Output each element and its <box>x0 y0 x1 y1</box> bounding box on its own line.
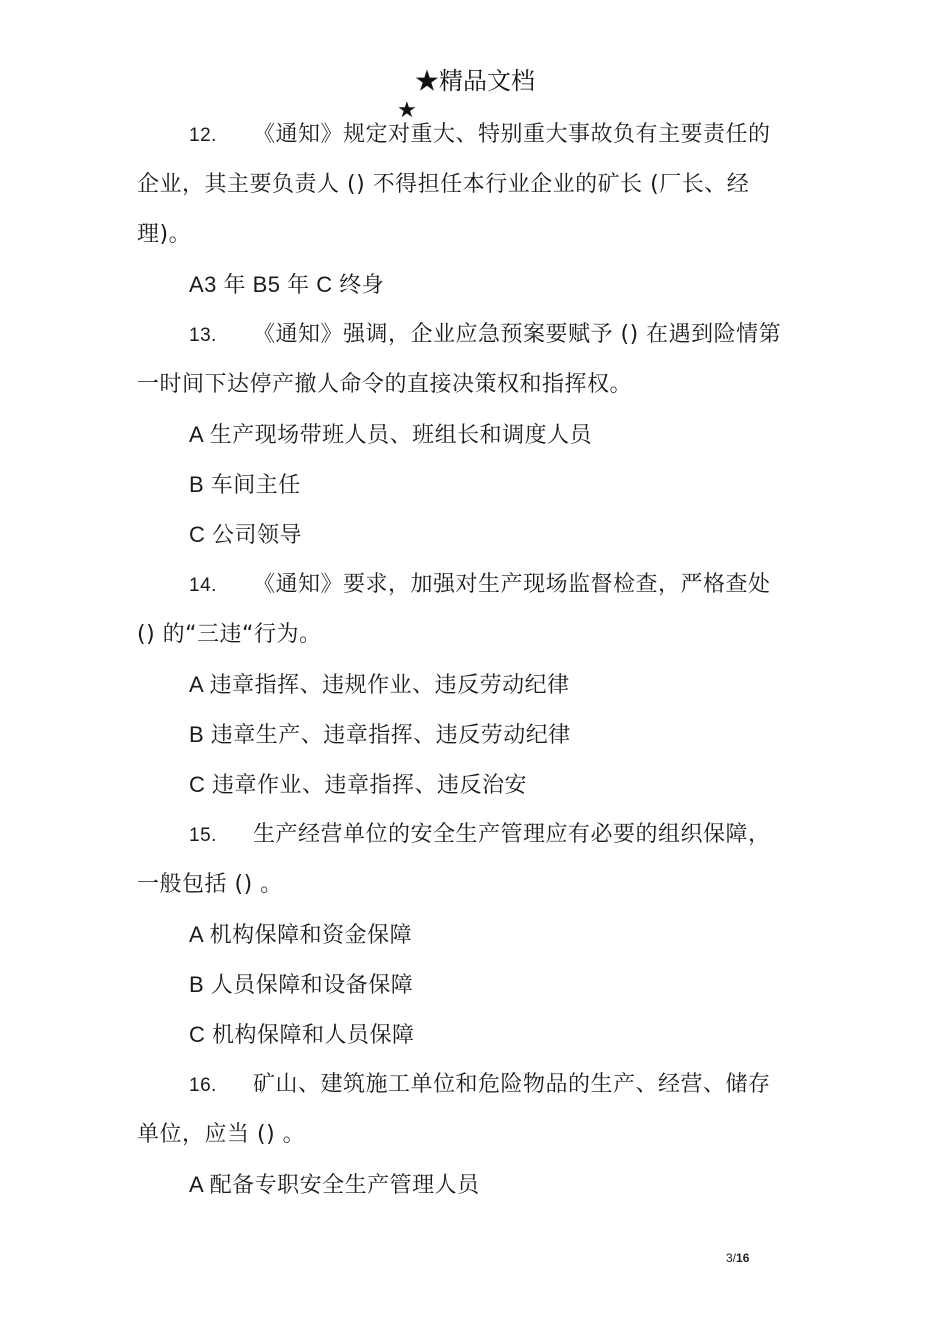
question-line <box>137 310 817 360</box>
question-number: 13. <box>189 325 217 346</box>
question-text: 生产经营单位的安全生产管理应有必要的组织保障， <box>253 822 771 847</box>
question-number: 16. <box>189 1075 217 1096</box>
question-16 <box>137 1060 817 1210</box>
question-line: () 的“三违“行为。 <box>137 622 322 647</box>
question-number: 14. <box>189 575 217 596</box>
answer-option: B 人员保障和设备保障 <box>189 972 414 997</box>
answer-option: B 违章生产、违章指挥、违反劳动纪律 <box>189 722 571 747</box>
page-header: ★精品文档 <box>415 67 535 95</box>
page-current: 3/ <box>726 1251 737 1265</box>
page-number <box>726 1251 749 1265</box>
question-15 <box>137 810 817 1060</box>
question-line <box>137 1060 817 1110</box>
question-13 <box>137 310 817 560</box>
answer-option: C 机构保障和人员保障 <box>189 1022 415 1047</box>
question-line <box>137 810 817 860</box>
question-text: 《通知》规定对重大、特别重大事故负有主要责任的 <box>253 122 771 147</box>
question-line: 单位，应当 () 。 <box>137 1122 306 1147</box>
page-total: 16 <box>736 1251 750 1265</box>
answer-option: C 违章作业、违章指挥、违反治安 <box>189 772 528 797</box>
answer-option: A 违章指挥、违规作业、违反劳动纪律 <box>189 672 570 697</box>
question-number: 12. <box>189 125 217 146</box>
question-line: 一时间下达停产撤人命令的直接决策权和指挥权。 <box>137 372 633 397</box>
question-12 <box>137 110 817 310</box>
question-line <box>137 560 817 610</box>
answer-option: A 机构保障和资金保障 <box>189 922 413 947</box>
question-line: 理)。 <box>137 222 192 247</box>
question-line: 一般包括 () 。 <box>137 872 283 897</box>
question-text: 《通知》强调，企业应急预案要赋予 () 在遇到险情第 <box>253 322 782 347</box>
document-body <box>137 110 817 1210</box>
question-line: 企业，其主要负责人 () 不得担任本行业企业的矿长 (厂长、经 <box>137 172 750 197</box>
answer-option: B 车间主任 <box>189 472 301 497</box>
question-text: 矿山、建筑施工单位和危险物品的生产、经营、储存 <box>253 1072 771 1097</box>
answer-option: A 生产现场带班人员、班组长和调度人员 <box>189 422 593 447</box>
answer-option: A3 年 B5 年 C 终身 <box>189 272 385 297</box>
header-star: ★ <box>397 98 417 123</box>
question-line <box>137 110 817 160</box>
question-text: 《通知》要求，加强对生产现场监督检查，严格查处 <box>253 572 771 597</box>
answer-option: C 公司领导 <box>189 522 303 547</box>
question-14 <box>137 560 817 810</box>
question-number: 15. <box>189 825 217 846</box>
answer-option: A 配备专职安全生产管理人员 <box>189 1172 480 1197</box>
